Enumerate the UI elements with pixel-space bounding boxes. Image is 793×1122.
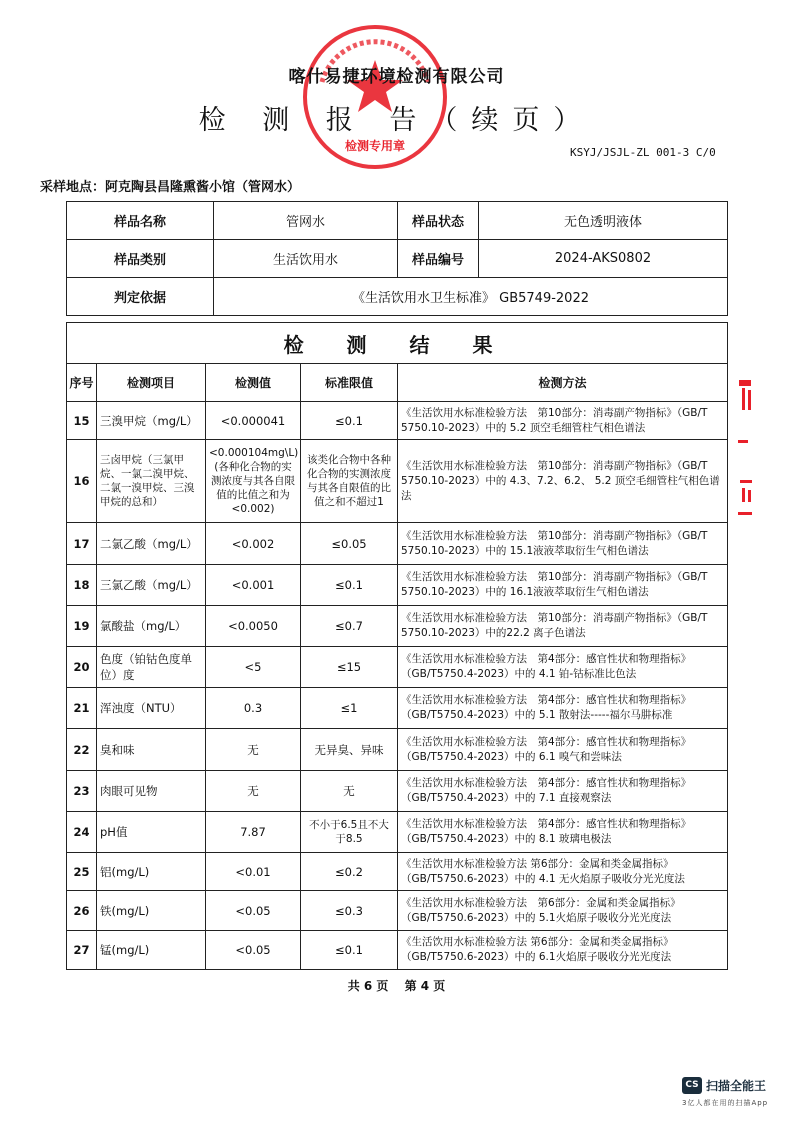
- company-name: 喀什易捷环境检测有限公司: [288, 67, 505, 87]
- test-value: <0.01: [206, 853, 301, 891]
- test-value: <0.0050: [206, 606, 301, 647]
- row-number: 23: [67, 771, 97, 812]
- test-method: 《生活饮用水标准检验方法 第6部分：金属和类金属指标》（GB/T5750.6-2023）中的 6.1火焰原子吸收分光光度法: [398, 931, 728, 970]
- sample-id-label: 样品编号: [398, 240, 479, 278]
- row-number: 21: [67, 688, 97, 729]
- test-method: 《生活饮用水标准检验方法 第6部分：金属和类金属指标》（GB/T5750.6-2023）中的 4.1 无火焰原子吸收分光光度法: [398, 853, 728, 891]
- standard-limit: 不小于6.5且不大于8.5: [301, 812, 398, 853]
- standard-limit: ≤0.05: [301, 523, 398, 565]
- info-row: [67, 278, 728, 316]
- report-title: 检 测 报 告（续页）: [198, 105, 595, 136]
- test-item: 锰(mg/L): [97, 931, 206, 970]
- standard-limit: ≤0.2: [301, 853, 398, 891]
- result-row: [67, 402, 728, 440]
- row-number: 27: [67, 931, 97, 970]
- sample-id-value: 2024-AKS0802: [479, 240, 728, 278]
- test-method: 《生活饮用水标准检验方法 第10部分：消毒副产物指标》（GB/T 5750.10-2023）中的22.2 离子色谱法: [398, 606, 728, 647]
- test-value: <0.000041: [206, 402, 301, 440]
- result-row: [67, 440, 728, 523]
- section-title: 检 测 结 果: [67, 323, 728, 364]
- test-method: 《生活饮用水标准检验方法 第4部分：感官性状和物理指标》（GB/T5750.4-2023）中的 6.1 嗅气和尝味法: [398, 729, 728, 771]
- row-number: 20: [67, 647, 97, 688]
- standard-limit: ≤0.1: [301, 402, 398, 440]
- result-row: [67, 891, 728, 931]
- seam-stamp-fragment: [736, 380, 756, 520]
- test-method: 《生活饮用水标准检验方法 第10部分：消毒副产物指标》（GB/T 5750.10-2023）中的 4.3、7.2、6.2、 5.2 顶空毛细管柱气相色谱法: [398, 440, 728, 523]
- row-number: 19: [67, 606, 97, 647]
- test-item: 铝(mg/L): [97, 853, 206, 891]
- test-value: <0.000104mg\L)(各种化合物的实测浓度与其各自限值的比值之和为<0.002): [206, 440, 301, 523]
- row-number: 22: [67, 729, 97, 771]
- result-row: [67, 565, 728, 606]
- test-item: 氯酸盐（mg/L）: [97, 606, 206, 647]
- result-row: [67, 812, 728, 853]
- test-item: 浑浊度（NTU）: [97, 688, 206, 729]
- sample-category-value: 生活饮用水: [214, 240, 398, 278]
- sample-state-value: 无色透明液体: [479, 202, 728, 240]
- row-number: 24: [67, 812, 97, 853]
- result-row: [67, 771, 728, 812]
- test-item: 铁(mg/L): [97, 891, 206, 931]
- test-method: 《生活饮用水标准检验方法 第6部分：金属和类金属指标》（GB/T5750.6-2023）中的 5.1火焰原子吸收分光光度法: [398, 891, 728, 931]
- standard-limit: ≤0.7: [301, 606, 398, 647]
- test-value: <0.001: [206, 565, 301, 606]
- test-method: 《生活饮用水标准检验方法 第10部分：消毒副产物指标》（GB/T 5750.10-2023）中的 15.1液液萃取衍生气相色谱法: [398, 523, 728, 565]
- test-value: 0.3: [206, 688, 301, 729]
- standard-limit: ≤1: [301, 688, 398, 729]
- sampling-location: 采样地点：阿克陶县昌隆熏酱小馆（管网水）: [40, 180, 301, 195]
- result-row: [67, 853, 728, 891]
- test-value: <5: [206, 647, 301, 688]
- standard-limit: ≤15: [301, 647, 398, 688]
- header-row: [67, 364, 728, 402]
- camscanner-tagline: 3亿人都在用的扫描App: [682, 1099, 769, 1107]
- camscanner-logo-icon: CS: [682, 1077, 702, 1094]
- result-row: [67, 606, 728, 647]
- camscanner-app-name: 扫描全能王: [706, 1079, 767, 1093]
- row-number: 17: [67, 523, 97, 565]
- result-row: [67, 931, 728, 970]
- row-number: 25: [67, 853, 97, 891]
- result-row: [67, 523, 728, 565]
- standard-limit: 无: [301, 771, 398, 812]
- test-method: 《生活饮用水标准检验方法 第10部分：消毒副产物指标》（GB/T 5750.10-2023）中的 16.1液液萃取衍生气相色谱法: [398, 565, 728, 606]
- sample-category-label: 样品类别: [67, 240, 214, 278]
- test-item: 三卤甲烷（三氯甲烷、一氯二溴甲烷、二氯一溴甲烷、三溴甲烷的总和）: [97, 440, 206, 523]
- row-number: 18: [67, 565, 97, 606]
- test-value: 7.87: [206, 812, 301, 853]
- test-item: 色度（铂钴色度单位）度: [97, 647, 206, 688]
- test-method: 《生活饮用水标准检验方法 第4部分：感官性状和物理指标》（GB/T5750.4-2023）中的 5.1 散射法-----福尔马肼标准: [398, 688, 728, 729]
- test-method: 《生活饮用水标准检验方法 第4部分：感官性状和物理指标》（GB/T5750.4-2023）中的 7.1 直接观察法: [398, 771, 728, 812]
- test-value: <0.002: [206, 523, 301, 565]
- stamp-text: 检测专用章: [344, 139, 406, 153]
- standard-limit: 无异臭、异味: [301, 729, 398, 771]
- test-item: 二氯乙酸（mg/L）: [97, 523, 206, 565]
- test-method: 《生活饮用水标准检验方法 第4部分：感官性状和物理指标》（GB/T5750.4-2023）中的 8.1 玻璃电极法: [398, 812, 728, 853]
- test-value: <0.05: [206, 891, 301, 931]
- row-number: 26: [67, 891, 97, 931]
- result-row: [67, 688, 728, 729]
- company-seal-stamp: [300, 22, 450, 172]
- row-number: 16: [67, 440, 97, 523]
- info-row: [67, 202, 728, 240]
- camscanner-watermark: [682, 1077, 778, 1113]
- standard-limit: ≤0.3: [301, 891, 398, 931]
- row-number: 15: [67, 402, 97, 440]
- test-method: 《生活饮用水标准检验方法 第10部分：消毒副产物指标》（GB/T 5750.10-2023）中的 5.2 顶空毛细管柱气相色谱法: [398, 402, 728, 440]
- info-row: [67, 240, 728, 278]
- test-item: pH值: [97, 812, 206, 853]
- header-item: 检测项目: [97, 364, 206, 402]
- test-value: 无: [206, 729, 301, 771]
- result-row: [67, 729, 728, 771]
- header-seq: 序号: [67, 364, 97, 402]
- basis-label: 判定依据: [67, 278, 214, 316]
- sample-name-value: 管网水: [214, 202, 398, 240]
- header-limit: 标准限值: [301, 364, 398, 402]
- result-row: [67, 647, 728, 688]
- basis-value: 《生活饮用水卫生标准》 GB5749-2022: [214, 278, 728, 316]
- sample-name-label: 样品名称: [67, 202, 214, 240]
- sample-state-label: 样品状态: [398, 202, 479, 240]
- document-code: KSYJ/JSJL-ZL 001-3 C/0: [570, 146, 716, 159]
- header-method: 检测方法: [398, 364, 728, 402]
- test-item: 肉眼可见物: [97, 771, 206, 812]
- test-item: 三氯乙酸（mg/L）: [97, 565, 206, 606]
- test-method: 《生活饮用水标准检验方法 第4部分：感官性状和物理指标》（GB/T5750.4-2023）中的 4.1 铂-钴标准比色法: [398, 647, 728, 688]
- page-indicator: 共 6 页 第 4 页: [347, 979, 446, 993]
- test-item: 三溴甲烷（mg/L）: [97, 402, 206, 440]
- standard-limit: ≤0.1: [301, 931, 398, 970]
- test-item: 臭和味: [97, 729, 206, 771]
- standard-limit: 该类化合物中各种化合物的实测浓度与其各自限值的比值之和不超过1: [301, 440, 398, 523]
- header-value: 检测值: [206, 364, 301, 402]
- test-value: <0.05: [206, 931, 301, 970]
- test-value: 无: [206, 771, 301, 812]
- sample-info-table: [66, 201, 728, 316]
- results-table: [66, 322, 728, 970]
- standard-limit: ≤0.1: [301, 565, 398, 606]
